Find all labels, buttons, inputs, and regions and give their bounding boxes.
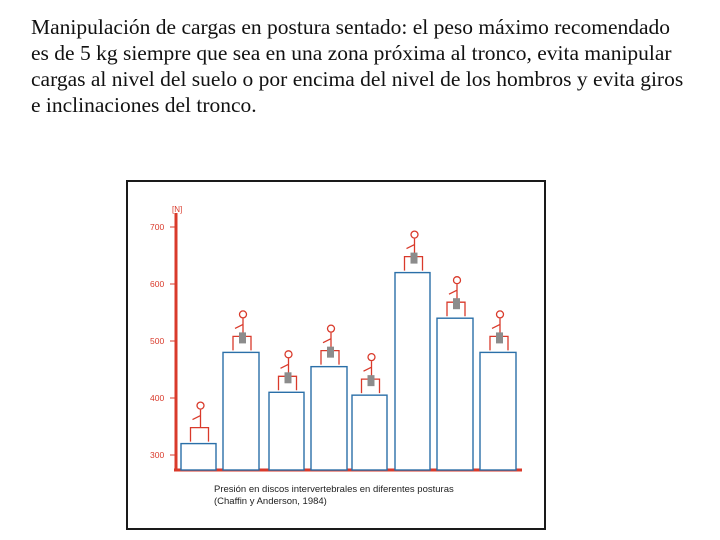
bar (181, 444, 216, 470)
bar (395, 273, 430, 470)
posture-figure (447, 277, 465, 317)
posture-figure (362, 354, 380, 394)
bar (437, 318, 473, 470)
load-box (239, 332, 246, 343)
load-box (327, 347, 334, 358)
load-box (411, 253, 418, 264)
figure-source-note (214, 484, 454, 508)
bar (311, 367, 347, 470)
y-axis-label: [N] (172, 205, 183, 214)
posture-figure (490, 311, 508, 351)
y-tick-label: 500 (150, 336, 165, 346)
figure-note-line2: (Chaffin y Anderson, 1984) (214, 496, 327, 507)
y-tick-label: 400 (150, 393, 165, 403)
posture-figure (405, 231, 423, 271)
caption-text: Manipulación de cargas en postura sentado: el peso máximo recomendado es de 5 kg siempre que sea en una zona próxima al tronco, evita manipular cargas al nivel del suelo o por encima del nivel de los hombros y evita giros e inclinaciones del tronco. (31, 15, 684, 117)
posture-figure (191, 402, 209, 442)
bar (352, 395, 387, 470)
posture-figure (233, 311, 251, 351)
load-box (285, 372, 292, 383)
y-tick-label: 700 (150, 222, 165, 232)
bar (480, 352, 516, 470)
y-tick-label: 300 (150, 450, 165, 460)
posture-figure (321, 325, 339, 365)
load-box (453, 298, 460, 309)
figure-note-line1: Presión en discos intervertebrales en diferentes posturas (214, 484, 454, 495)
load-box (496, 332, 503, 343)
y-tick-label: 600 (150, 279, 165, 289)
bar (223, 352, 259, 470)
load-box (368, 375, 375, 386)
bar (269, 392, 304, 470)
posture-figure (279, 351, 297, 391)
